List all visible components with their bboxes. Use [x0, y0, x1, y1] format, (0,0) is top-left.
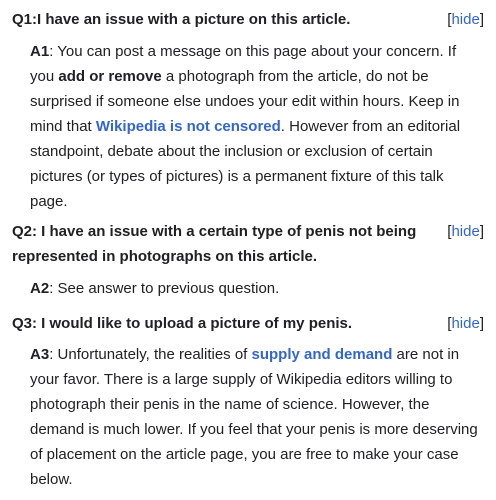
supply-and-demand-link[interactable]: supply and demand [251, 346, 393, 363]
answer-label: A2 [30, 280, 50, 297]
hide-toggle: [hide] [447, 315, 484, 332]
faq-question-2 [12, 219, 484, 269]
faq-answer-2 [30, 276, 482, 301]
answer-text: a photograph from the article, do not be surprised if someone else undoes your edit within hours. Keep in mind that [30, 68, 460, 135]
answer-label: A1 [30, 43, 50, 60]
answer-text: : Unfortunately, the realities of [49, 346, 252, 363]
question-text: Q2: I have an issue with a certain type of penis not being represented in photographs on this article. [12, 223, 417, 265]
question-text: Q3: I would like to upload a picture of my penis. [12, 315, 353, 332]
hide-link[interactable]: hide [451, 223, 480, 240]
hide-toggle: [hide] [447, 11, 484, 28]
faq-answer-3 [30, 342, 482, 492]
hide-toggle: [hide] [447, 223, 484, 240]
question-text: Q1:I have an issue with a picture on this article. [12, 11, 351, 28]
answer-text: are not in your favor. There is a large supply of Wikipedia editors willing to photograph their penis in the name of science. However, the demand is much lower. If you feel that your penis is more deserving of placement on the article page, you are free to make your case below. [30, 346, 478, 488]
answer-label: A3 [30, 346, 50, 363]
faq-question-3 [12, 311, 484, 336]
answer-text: : You can post a message on this page about your concern. If you [30, 43, 457, 85]
faq-answer-1 [30, 39, 482, 214]
answer-text: . However from an editorial standpoint, debate about the inclusion or exclusion of certain pictures (or types of pictures) is a permanent fixture of this talk page. [30, 118, 461, 210]
hide-link[interactable]: hide [451, 315, 480, 332]
answer-text: : See answer to previous question. [49, 280, 280, 297]
wikipedia-not-censored-link[interactable]: Wikipedia is not censored [95, 118, 281, 135]
faq-question-1 [12, 7, 484, 32]
answer-emphasis: add or remove [58, 68, 162, 85]
hide-link[interactable]: hide [451, 11, 480, 28]
